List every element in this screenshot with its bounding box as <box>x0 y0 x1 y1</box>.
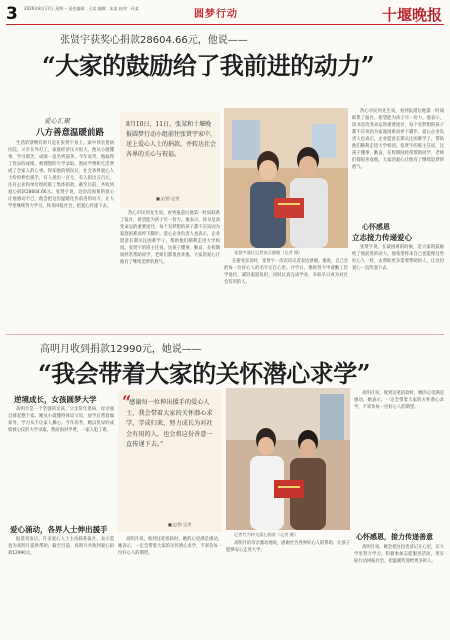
story1-col4-text: 热心市民何先生说，看到报道后他第一时间联系了报社，希望能为孩子尽一份力。他表示，读书是改变命运的重要途径，每个有梦想的孩子都不应该因为家庭困难而停下脚步。爱心企业负责人也表示，企业愿意长期关注困难学子，帮助他们顺利走进大学校园。张贤宇的班主任说，这孩子懂事、勤奋，在校期间经常帮助同学，老师们都很喜欢他。大家的爱心让他有了继续追梦的底气。 <box>352 109 444 170</box>
masthead <box>6 4 444 24</box>
story2-headline: “我会带着大家的关怀潜心求学” <box>38 359 371 388</box>
story2-subhead-b: 爱心涌动，各界人士伸出援手 <box>10 525 108 534</box>
story2-photo-caption: 记者代为转交爱心捐款（记者 摄） <box>234 532 299 537</box>
story2-quote-box <box>118 390 222 532</box>
story2-col2-text: 高明月说，收到这笔捐款时，她的心里满是感动。她表示，一定会带着大家的关怀潜心求学，不辜负每一位好心人的期望。 <box>118 537 222 556</box>
story1-col3-text: 在接受采访时，张贤宇一次次向记者表达感谢。他说，自己会把每一位好心人的名字记在心里。开学后，他将努力申请勤工俭学岗位，减轻家庭负担，同时认真完成学业，争取早日成为对社会有用的人。 <box>224 259 348 285</box>
story1-column-4 <box>352 108 444 218</box>
story1-column-2 <box>120 210 220 330</box>
story1-subhead: 八方善意温暖前路 <box>36 128 105 138</box>
story2-column-1b <box>8 536 114 636</box>
quote-mark-icon: “ <box>122 392 132 411</box>
story1-headline: “大家的鼓励给了我前进的动力” <box>42 51 375 80</box>
story1-photo <box>224 108 348 248</box>
story1-photo-image <box>224 108 348 248</box>
story2-column-4 <box>354 390 444 528</box>
story2-col1-text2: 报道刊发后，许多爱心人士主动联系报社，表示愿意为高明月提供帮助。截至目前，高明月共收到爱心捐款12990元。 <box>8 537 114 556</box>
story2-subhead-c: 心怀感恩，接力传递善意 <box>356 533 433 541</box>
story2-quote-credit: ■文/图 记者 <box>168 522 192 527</box>
story1-subhead-2: 心怀感恩 <box>362 223 390 231</box>
story1-col5-text: 张贤宇说，在最困难的时候，是大家的鼓励给了他前进的动力。他希望将来自己也能像这些好心人一样，去帮助更多需要帮助的人，让这份爱心一直传递下去。 <box>352 245 444 271</box>
date-line: 2026年8月17日 星期一 责任编辑：王某 编辑：朱某 校对：孙某 <box>24 6 139 11</box>
story1-col2-text: 热心市民何先生说，看到报道后他第一时间联系了报社，希望能为孩子尽一份力。他表示，读书是改变命运的重要途径，每个有梦想的孩子都不应该因为家庭困难而停下脚步。爱心企业负责人也表示，企业愿意长期关注困难学子，帮助他们顺利走进大学校园。张贤宇的班主任说，这孩子懂事、勤奋，在校期间经常帮助同学，老师们都很喜欢他。大家的爱心让他有了继续追梦的底气。 <box>120 211 220 265</box>
story2-kicker: 高明月收到捐款12990元，她说—— <box>40 344 202 355</box>
story1-column-1 <box>8 140 114 330</box>
story1-quote: 8月10日，11日，张某和十堰晚报圆梦行动小组前往张贤宇家中，送上爱心人士的捐款，并转达社会各界的关心与祝福。 <box>126 121 217 158</box>
story1-column-5 <box>352 244 444 330</box>
story1-kicker: 张贤宇获奖心捐款28604.66元，他说—— <box>60 35 248 46</box>
story2-column-3 <box>226 540 350 636</box>
page-number: 3 <box>6 4 18 24</box>
section-title: 圆梦行动 <box>194 9 238 20</box>
story1-byline: 爱心汇聚 <box>44 117 70 125</box>
story2-col5-text: 高明月说，她会把这份善意记在心里，在大学里努力学习，积极参加志愿服务活动，用实际行动回报社会，把温暖传递给更多的人。 <box>354 545 444 564</box>
story2-photo <box>226 388 350 530</box>
story1-subhead-3: 立志接力传递爱心 <box>352 233 412 242</box>
story2-column-5 <box>354 544 444 636</box>
story-separator <box>6 334 444 335</box>
story2-col3-text: 高明月的母亲激动地说，感谢社会各界好心人的帮助，让孩子能够安心走进大学。 <box>226 541 350 553</box>
story2-quote: “感谢每一位伸出援手的爱心人士，我会带着大家的关怀潜心求学，学成归来，努力成长为对社会有用的人，也会将这份善意一直传递下去。” <box>126 399 213 448</box>
story1-column-3 <box>224 258 348 330</box>
story1-quote-credit: ■文/图 记者 <box>156 196 180 201</box>
story2-column-2 <box>118 536 222 636</box>
story1-quote-box <box>120 112 220 208</box>
brand-logo: 十堰晚报 <box>381 6 442 24</box>
story2-photo-image <box>226 388 350 530</box>
story2-col4-text: 高明月说，收到这笔捐款时，她的心里满是感动。她表示，一定会带着大家的关怀潜心求学，不辜负每一位好心人的期望。 <box>354 391 444 410</box>
masthead-rule <box>6 24 444 25</box>
story2-col1-text: 高明月是一个坚强的女孩。父亲常年患病，母亲独自撑起整个家。她从小就懂得体谅父母，放学后帮着做家务，学习从不让家人操心。今年高考，她以优异的成绩被心仪的大学录取。然而面对学费，一家人犯了难。 <box>8 407 114 433</box>
story2-subhead-a: 逆境成长，女孩圆梦大学 <box>14 395 97 404</box>
story1-col1-text: 生活的馈赠有时只是在张贤宇身上。家中母亲患病住院，父亲在外打工，家庭经济压力很大。他从小就懂事，学习刻苦，成绩一直名列前茅。今年高考，他取得了优异的成绩，被理想的大学录取。然而学费和生活费成了全家人的心事。得知他的情况后，社会各界爱心人士纷纷伸出援手，有人捐出一百元，有人捐出五百元，还有企业和单位组织职工集体捐款。截至目前，共收到爱心捐款28604.66元。张贤宇说，这份沉甸甸的爱心让他感动不已，他会把这份温暖化作前进的动力，在大学里继续努力学习，将来回报社会，把爱心传递下去。 <box>8 141 114 209</box>
story1-photo-caption: 张贤宇通过记者表示感谢（记者 摄） <box>234 250 303 255</box>
story2-column-1 <box>8 406 114 520</box>
